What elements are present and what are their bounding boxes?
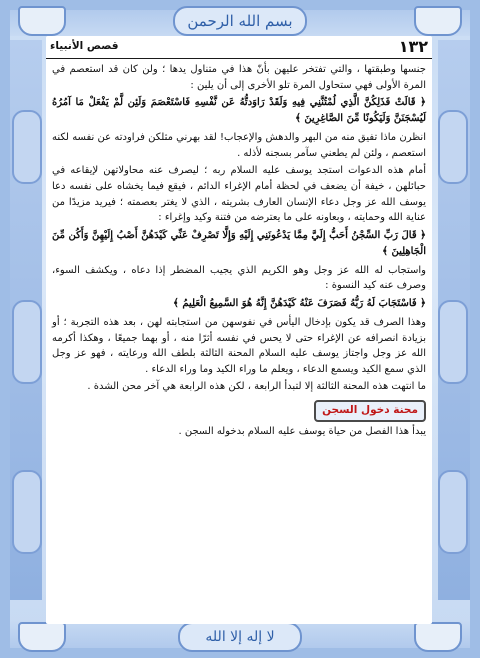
section-heading: محنة دخول السجن xyxy=(314,400,426,422)
paragraph: جنسها وطبقتها ، والتي تفتخر عليهن بأنّ هذا في متناول يدها ؛ ولن كان قد استعصم في المرة الأولى فهي ستحاول المرة تلو الأخرى إلى أن يلين : xyxy=(52,64,426,91)
paragraph: انظرن ماذا تفيق منه من البهر والدهش والإعجاب! لقد بهرني مثلكن فراودته عن نفسه لكنه استعصم ، ولئن لم يطعني سآمر بسجنه لأذله . xyxy=(52,132,426,159)
open-book-ornament-icon xyxy=(18,622,66,652)
page-body xyxy=(52,62,426,441)
paragraph: واستجاب له الله عز وجل وهو الكريم الذي يجيب المضطر إذا دعاه ، ويكشف السوء، وصرف عنه كيد النسوة : xyxy=(52,264,426,292)
calligraphy-medallion-icon xyxy=(438,300,468,384)
paragraph: يبدأ هذا الفصل من حياة يوسف عليه السلام بدخوله السجن . xyxy=(178,425,426,437)
paragraph: أمام هذه الدعوات استجد يوسف عليه السلام ربه ؛ ليصرف عنه محاولاتهن لإيقاعه في حبائلهن ، خيفة أن يضعف في لحظة أمام الإغراء الدائم ، فيقع فيما يخشاه على نفسه دعا يوسف الله عز وجل دعاء الإنسان العارف بشريته ، الذي لا يغتر بعصمته ؛ فيريد مزيدًا من عناية الله وحمايته ، وبعاونه على ما يعترضه من فتنة وكيد وإغراء : xyxy=(52,165,426,224)
quran-verse: ﴿ قَالَتْ فَذَلِكُنَّ الَّذِي لُمْتُنَّنِي فِيهِ وَلَقَدْ رَاوَدتُّهُ عَن نَّفْسِهِ فَاسْتَعْصَمَ وَلَئِن لَّمْ يَفْعَلْ مَا آمُرُهُ لَيُسْجَنَنَّ وَلَيَكُونًا مِّنَ الصَّاغِرِينَ ﴾ xyxy=(52,97,426,125)
calligraphy-medallion-icon xyxy=(438,110,468,184)
page-number: ١٣٢ xyxy=(398,37,428,56)
paragraph: ما انتهت هذه المحنة الثالثة إلا لتبدأ الرابعة ، لكن هذه الرابعة هي آخر محن الشدة . xyxy=(87,381,426,393)
calligraphy-medallion-icon xyxy=(12,300,42,384)
calligraphy-medallion-icon xyxy=(12,110,42,184)
bottom-calligraphy-cartouche: لا إله إلا الله xyxy=(178,622,302,652)
top-calligraphy-cartouche: بسم الله الرحمن xyxy=(173,6,307,36)
paragraph: وهذا الصرف قد يكون بإدخال اليأس في نفوسهن من استجابته لهن ، بعد هذه التجربة ؛ أو بزيادة انصرافه عن الإغراء حتى لا يحس في نفسه أثرًا منه ، أو بهما جميعًا ، وهكذا أكرمه الله عز وجل واجتاز يوسف عليه السلام المحنة الثالثة بلطف الله ورعايته ، فهو عز وجل الذي سمع الكيد ويسمع الدعاء ، ويعلم ما وراء الكيد وما وراء الدعاء . xyxy=(52,316,426,375)
open-book-ornament-icon xyxy=(414,622,462,652)
open-book-ornament-icon xyxy=(414,6,462,36)
quran-verse: ﴿ فَاسْتَجَابَ لَهُ رَبُّهُ فَصَرَفَ عَنْهُ كَيْدَهُنَّ إِنَّهُ هُوَ السَّمِيعُ الْعَلِيمُ ﴾ xyxy=(173,297,426,309)
open-book-ornament-icon xyxy=(18,6,66,36)
page-header xyxy=(46,36,432,59)
quran-verse: ﴿ قَالَ رَبِّ السِّجْنُ أَحَبُّ إِلَيَّ مِمَّا يَدْعُونَنِي إِلَيْهِ وَإِلَّا تَصْرِفْ عَنِّي كَيْدَهُنَّ أَصْبُ إِلَيْهِنَّ وَأَكُن مِّنَ الْجَاهِلِينَ ﴾ xyxy=(52,229,426,257)
page-content xyxy=(46,36,432,624)
running-title: قصص الأنبياء xyxy=(50,40,119,52)
calligraphy-medallion-icon xyxy=(438,470,468,554)
calligraphy-medallion-icon xyxy=(12,470,42,554)
